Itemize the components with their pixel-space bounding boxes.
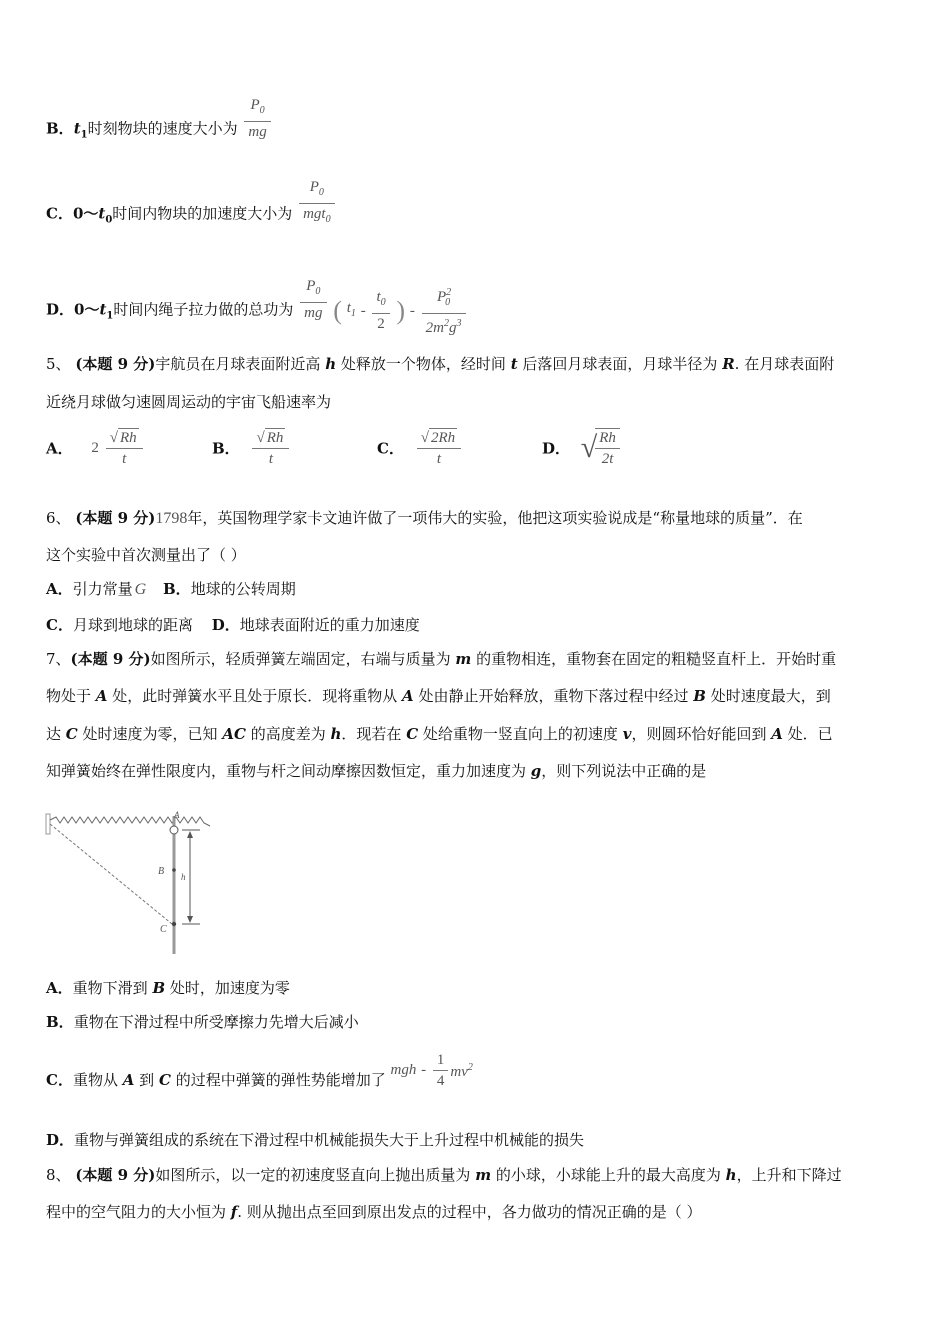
score: (本题 9 分) (75, 509, 156, 527)
sub: 0 (105, 214, 113, 226)
wall (46, 814, 50, 834)
var-t: t (73, 119, 81, 138)
t-sub: 1 (350, 307, 356, 319)
question-number: 6、 (46, 509, 71, 527)
text: 处时速度为零，已知 (82, 725, 218, 743)
var: R (722, 355, 735, 373)
paren-close: ) (396, 295, 406, 325)
num-sub: 0 (445, 297, 451, 308)
q7-option-d (46, 1130, 584, 1150)
label-b: B (158, 866, 165, 877)
den2: g (449, 320, 457, 336)
text: . 则从抛出点至回到原出发点的过程中，各力做功的情况正确的是（ ） (237, 1203, 702, 1221)
text: 达 (46, 725, 62, 743)
paren-t (347, 298, 356, 324)
option-text: 地球的公转周期 (190, 580, 296, 598)
text: 处时速度最大，到 (710, 687, 831, 705)
radicand: 2Rh (430, 430, 456, 446)
coef: 2 (91, 439, 99, 456)
option-label: A． (46, 979, 73, 997)
text: 处．已 (787, 725, 833, 743)
year: 1798 (155, 510, 188, 527)
q5-option-c (377, 428, 463, 468)
option-text: 时间内物块的加速度大小为 (112, 204, 293, 223)
point-c (172, 922, 176, 926)
q5-option-a (46, 428, 145, 468)
var: A (95, 687, 108, 705)
den: t (436, 451, 442, 467)
den: mg (248, 124, 267, 140)
q5-stem-line2 (46, 392, 331, 412)
q5-stem-line1 (46, 354, 834, 374)
range: 0～ (72, 204, 99, 223)
expr: mgh (390, 1062, 417, 1078)
label-c: C (160, 924, 167, 935)
question-number: 7、 (46, 650, 71, 668)
var: C (65, 725, 78, 743)
num: P (309, 179, 319, 195)
option-label: B． (163, 580, 191, 598)
text: ，上升和下降过 (736, 1166, 842, 1184)
option-label: D． (211, 616, 240, 634)
option-label: B． (46, 1013, 74, 1031)
q7-stem-line4 (46, 761, 706, 781)
q8-stem-line1 (46, 1165, 842, 1185)
text: . 在月球表面附 (734, 355, 835, 373)
option-text: 引力常量 (72, 580, 133, 598)
num-sub: 0 (259, 105, 265, 116)
den-sub: 0 (325, 214, 331, 225)
q6-stem-line2 (46, 545, 246, 565)
text: 知弹簧始终在弹性限度内，重物与杆之间动摩擦因数恒定，重力加速度为 (46, 762, 527, 780)
q7-stem-line2 (46, 686, 831, 706)
fraction: $\frac{√ Rh}{t}$ (252, 428, 289, 468)
q7-figure (44, 806, 214, 956)
spring (50, 817, 210, 826)
label-h: h (181, 872, 186, 882)
option-label: C． (377, 439, 404, 458)
var: t (510, 355, 518, 373)
var: h (325, 355, 337, 373)
sub: 1 (80, 129, 88, 141)
radicand: Rh (119, 430, 137, 446)
text: 处时，加速度为零 (169, 979, 290, 997)
var: C (158, 1071, 171, 1089)
text: 程中的空气阻力的大小恒为 (46, 1203, 227, 1221)
text: 的重物相连，重物套在固定的粗糙竖直杆上．开始时重 (476, 650, 837, 668)
text: 如图所示，轻质弹簧左端固定，右端与质量为 (150, 650, 451, 668)
arrow-head-down (187, 916, 193, 923)
text: 的小球，小球能上升的最大高度为 (495, 1166, 721, 1184)
minus: - (409, 302, 415, 319)
var: AC (222, 725, 246, 743)
fraction: $\frac{√ Rh}{t}$ (106, 428, 143, 468)
score: (本题 9 分) (75, 355, 156, 373)
q5-option-b (212, 428, 291, 468)
score: (本题 9 分) (75, 1166, 156, 1184)
fraction (299, 178, 335, 229)
option-text: 月球到地球的距离 (72, 616, 193, 634)
num: P (250, 97, 260, 113)
text: ，则下列说法中正确的是 (541, 762, 707, 780)
text: ．现若在 (341, 725, 402, 743)
option-label: D． (46, 1131, 75, 1149)
num-sub: 0 (315, 286, 321, 297)
minus: - (360, 302, 366, 319)
label-a: A (174, 810, 180, 820)
var: v (622, 725, 632, 743)
option-label: D． (46, 300, 75, 319)
option-label: C． (46, 204, 73, 223)
q4-option-d (46, 278, 468, 337)
text: 近绕月球做匀速圆周运动的宇宙飞船速率为 (46, 393, 332, 411)
den2-sup: 3 (456, 318, 462, 329)
symbol: G (134, 581, 147, 598)
den: 2 (377, 316, 385, 332)
den: 4 (436, 1072, 445, 1089)
var: m (455, 650, 472, 668)
option-text: 时间内绳子拉力做的总功为 (113, 300, 294, 319)
q6-stem-line1 (46, 508, 803, 529)
den: mg (304, 305, 323, 321)
expr2 (450, 1058, 473, 1082)
arrow-head-up (187, 831, 193, 838)
range: 0～ (74, 300, 100, 319)
var: A (402, 687, 414, 705)
text: 重物与弹簧组成的系统在下滑过程中机械能损失大于上升过程中机械能的损失 (74, 1131, 585, 1149)
den: t (268, 451, 273, 467)
option-label: B． (212, 439, 240, 458)
q7-option-b (46, 1012, 359, 1032)
minus: - (421, 1062, 427, 1078)
q7-option-c (46, 1051, 473, 1090)
text: 如图所示，以一定的初速度竖直向上抛出质量为 (155, 1166, 471, 1184)
q5-option-d (542, 428, 622, 468)
option-label: A． (46, 439, 73, 458)
num-sup: 2 (446, 287, 452, 298)
num-sub: 0 (318, 187, 324, 198)
text: ，则圆环恰好能回到 (631, 725, 767, 743)
var-t: t (98, 204, 106, 223)
expr: mv (450, 1064, 468, 1080)
radicand: Rh (266, 430, 284, 446)
text: 重物在下滑过程中所受摩擦力先增大后减小 (73, 1013, 359, 1031)
var: A (122, 1071, 135, 1089)
var-t: t (99, 300, 107, 319)
q7-option-a (46, 978, 290, 998)
text: 这个实验中首次测量出了（ ） (46, 546, 246, 564)
var: h (330, 725, 342, 743)
option-label: D． (542, 439, 571, 458)
sup: 2 (467, 1062, 473, 1073)
q6-options-cd (46, 615, 420, 635)
num: P (436, 289, 447, 305)
q6-options-ab (46, 579, 296, 600)
fraction: $\frac{√ 2Rh}{t}$ (417, 428, 461, 468)
den: t (122, 451, 127, 467)
num: t (376, 289, 381, 305)
question-number: 8、 (46, 1166, 71, 1184)
option-label: C． (46, 1071, 73, 1089)
question-number: 5、 (46, 355, 71, 373)
fraction-2 (372, 288, 389, 333)
dashed-spring-line (50, 824, 172, 924)
score: (本题 9 分) (70, 650, 151, 668)
den-sup: 2 (444, 318, 449, 329)
option-label: C． (46, 616, 73, 634)
num: P (306, 278, 316, 294)
option-text: 时刻物块的速度大小为 (87, 119, 238, 138)
option-label: B． (46, 119, 74, 138)
q4-option-c (46, 179, 337, 231)
text: 处释放一个物体，经时间 (340, 355, 506, 373)
text: 物处于 (46, 687, 92, 705)
point-b (172, 868, 176, 872)
text: 重物下滑到 (72, 979, 148, 997)
fraction-1 (300, 277, 326, 322)
text: 的高度差为 (250, 725, 326, 743)
var: B (152, 979, 166, 997)
text: 处给重物一竖直向上的初速度 (422, 725, 618, 743)
q7-stem-line3 (46, 724, 833, 744)
text: 重物从 (72, 1071, 118, 1089)
weight-a (170, 826, 178, 834)
num: 1 (433, 1051, 449, 1071)
fraction (244, 96, 270, 141)
den: mgt (303, 206, 326, 222)
num: Rh (595, 429, 620, 449)
var: A (771, 725, 783, 743)
var: m (475, 1166, 492, 1184)
paren-expr: ( (333, 295, 342, 325)
text: 宇航员在月球表面附近高 (155, 355, 321, 373)
den: 2m (425, 320, 444, 336)
fraction-3 (422, 284, 466, 337)
var: f (230, 1203, 238, 1221)
text: 年，英国物理学家卡文迪许做了一项伟大的实验，他把这项实验说成是“称量地球的质量”．在 (187, 509, 803, 527)
text: 后落回月球表面，月球半径为 (522, 355, 718, 373)
text: 的过程中弹簧的弹性势能增加了 (175, 1071, 386, 1089)
option-text: 地球表面附近的重力加速度 (239, 616, 420, 634)
num-sub: 0 (380, 297, 386, 308)
q7-stem-line1 (46, 649, 836, 669)
radical: √ (580, 431, 598, 464)
q4-option-b (46, 97, 273, 146)
var: h (725, 1166, 737, 1184)
sub: 1 (106, 310, 114, 322)
fraction (433, 1051, 449, 1090)
q8-stem-line2 (46, 1202, 702, 1222)
t: t (346, 299, 351, 316)
fraction (595, 428, 620, 468)
var: g (530, 762, 542, 780)
var: B (693, 687, 706, 705)
var: C (406, 725, 419, 743)
den: 2t (601, 451, 614, 467)
text: 到 (139, 1071, 155, 1089)
text: 处，此时弹簧水平且处于原长．现将重物从 (112, 687, 398, 705)
option-label: A． (46, 580, 73, 598)
text: 处由静止开始释放，重物下落过程中经过 (418, 687, 689, 705)
